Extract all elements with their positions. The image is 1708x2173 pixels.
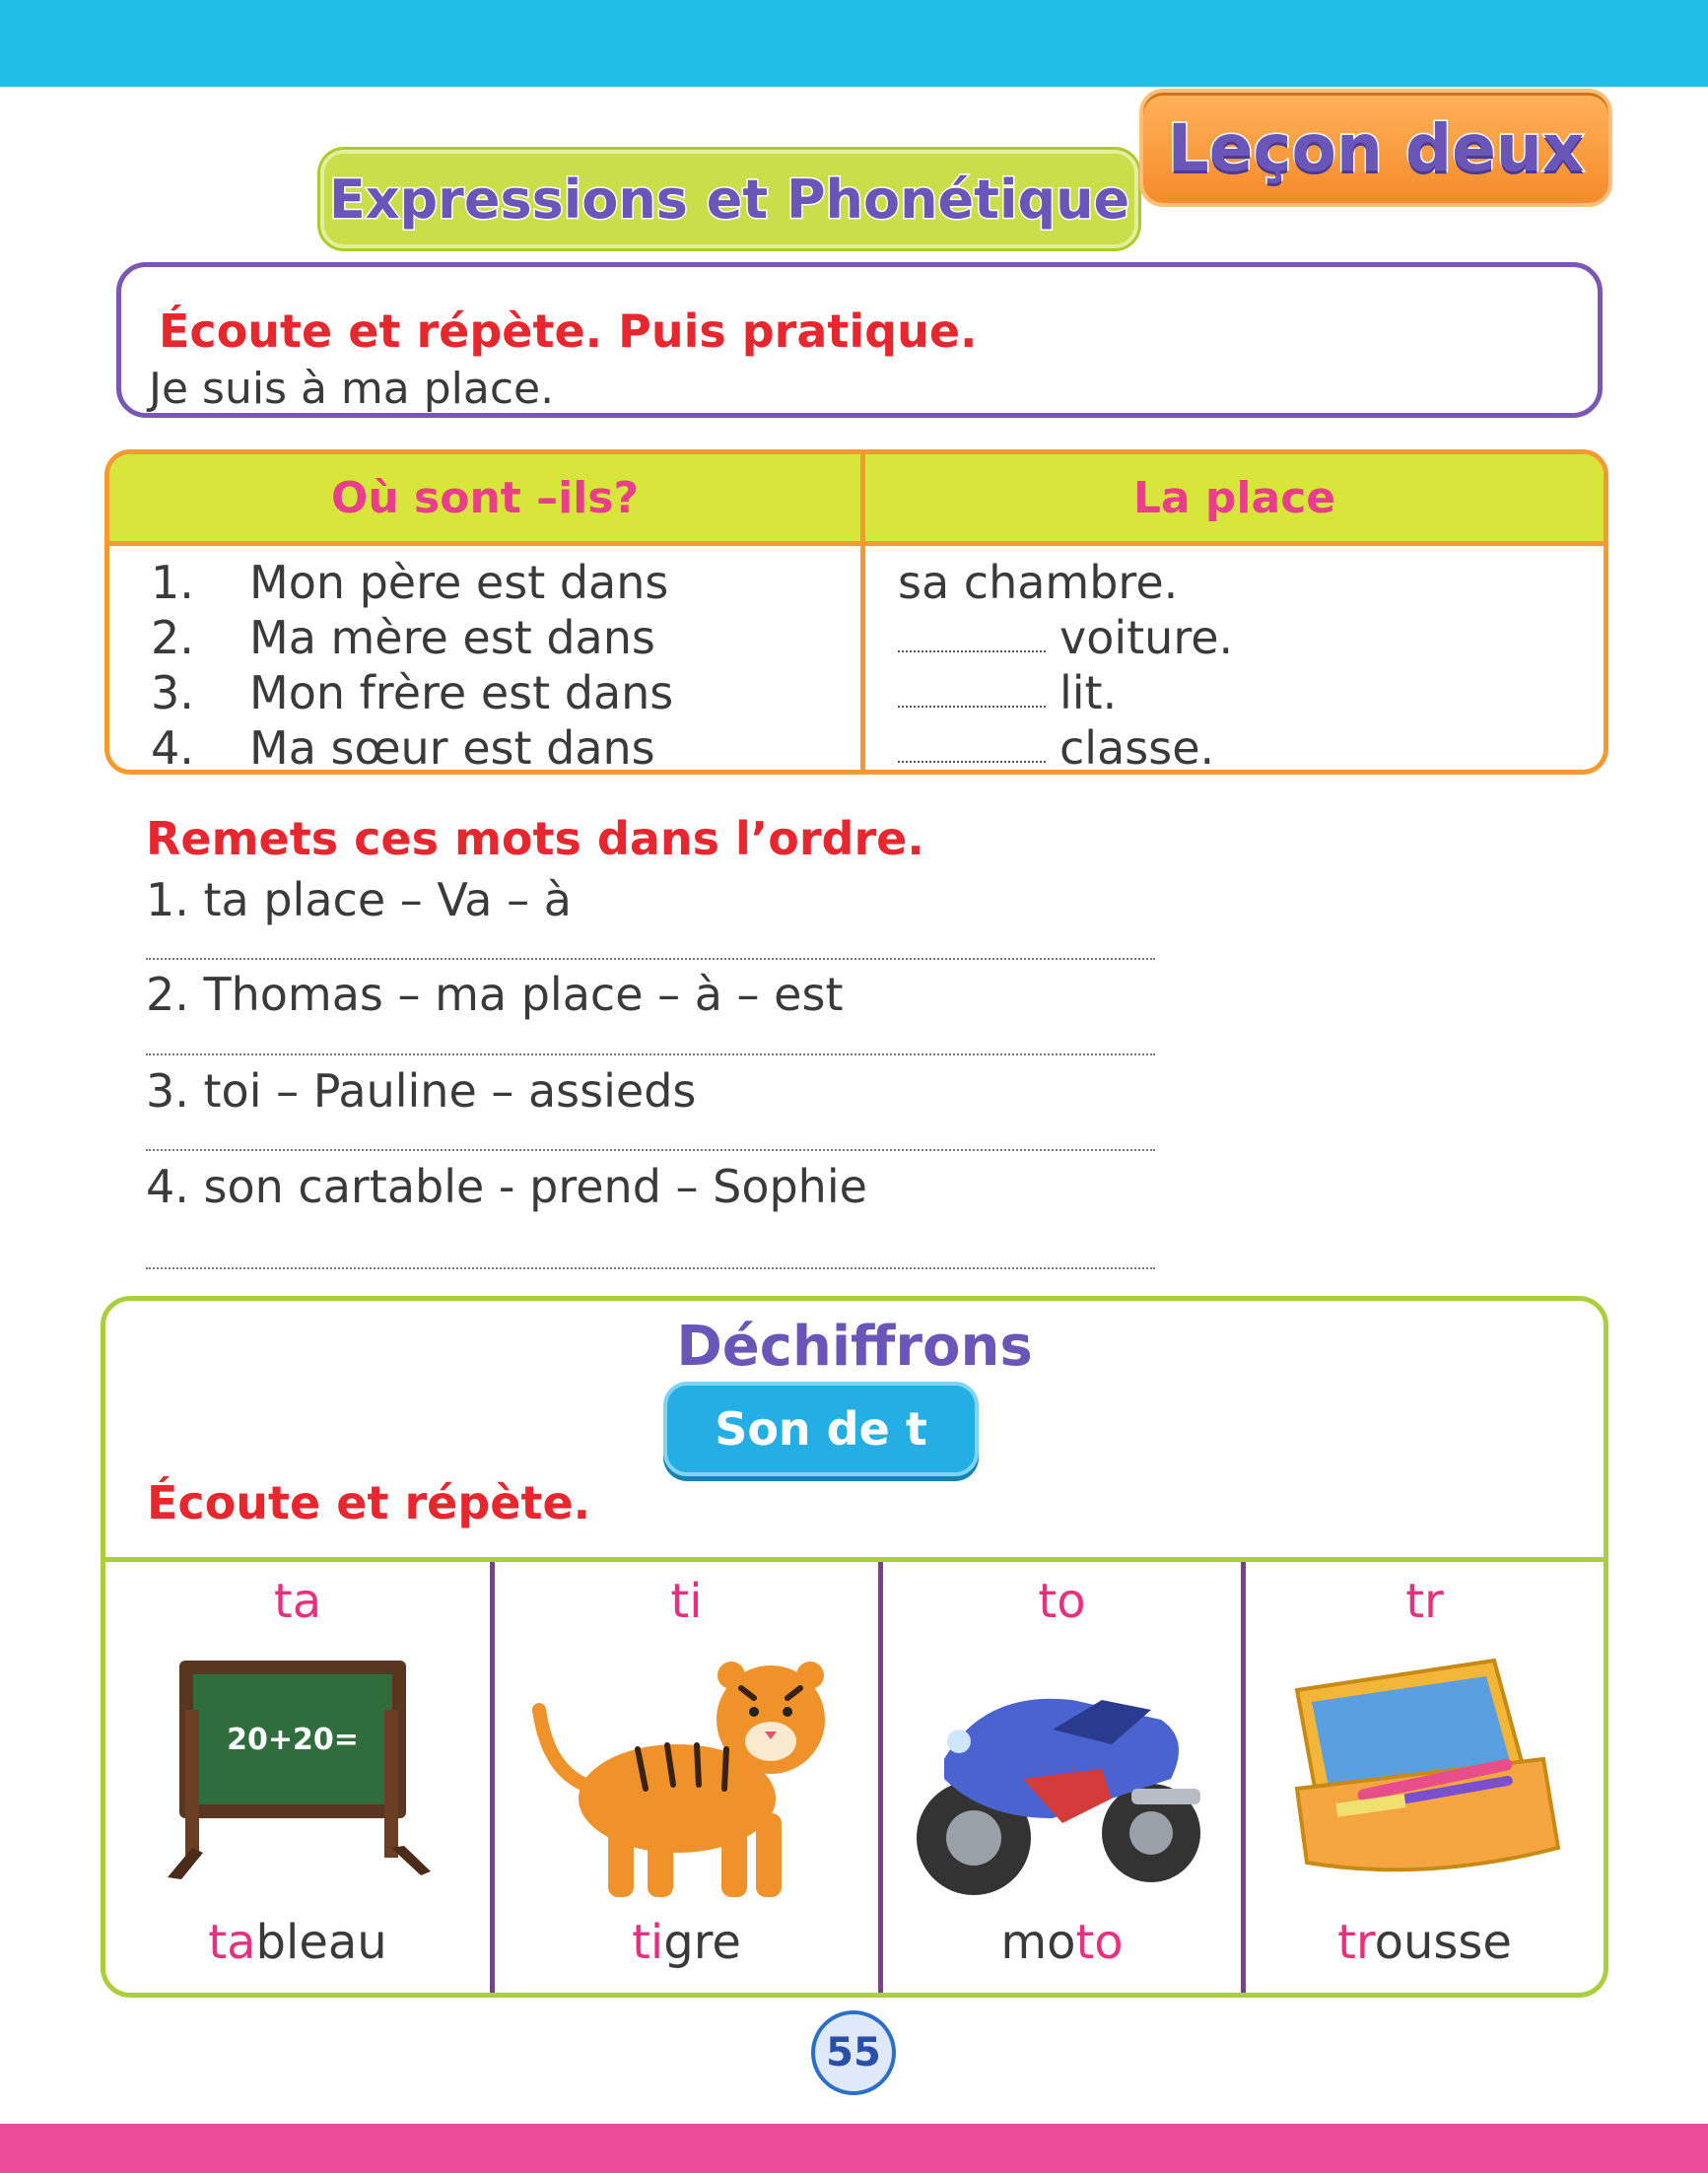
lesson-badge (1143, 93, 1608, 203)
dechiffrons-instruction: Écoute et répète. (147, 1476, 591, 1529)
remets-title: Remets ces mots dans l’ordre. (146, 812, 924, 865)
place-table (104, 449, 1608, 775)
ecoute-sentence: Je suis à ma place. (149, 364, 555, 414)
dechiffrons-box (101, 1296, 1608, 1998)
header-cell-place: La place (1132, 472, 1336, 523)
lesson-title: Leçon deux (1167, 109, 1585, 186)
row-subject: Ma sœur est dans (249, 721, 655, 775)
ecoute-box (116, 262, 1603, 418)
row-place: sa chambre. (898, 556, 1179, 609)
table-row (151, 720, 673, 775)
left-column (151, 555, 673, 775)
table-row (151, 555, 673, 610)
answer-line[interactable] (146, 1267, 1155, 1269)
row-number: 2. (151, 611, 194, 664)
dechiffrons-title: Déchiffrons (676, 1315, 1033, 1379)
sound-word (883, 1915, 1241, 1970)
syllable: to (1038, 1574, 1086, 1629)
word-rest: bleau (255, 1915, 387, 1970)
table-row (898, 610, 1233, 665)
answer-blank[interactable] (898, 686, 1046, 708)
sound-word (1246, 1915, 1604, 1970)
word-prefix: mo (1000, 1915, 1076, 1970)
pencil-case-icon (1277, 1651, 1573, 1897)
table-row (898, 720, 1233, 775)
table-row (151, 665, 673, 720)
row-number: 1. (151, 556, 194, 609)
header-cell-where: Où sont –ils? (330, 472, 640, 523)
sound-cell-tr (1246, 1562, 1604, 1998)
bottom-color-bar (0, 2124, 1708, 2173)
word-highlight: tr (1337, 1915, 1375, 1970)
word-highlight: ta (208, 1915, 256, 1970)
motorbike-icon (905, 1651, 1220, 1907)
top-color-bar (0, 0, 1708, 87)
word-highlight: to (1075, 1915, 1124, 1970)
sound-cell-ta (105, 1562, 490, 1998)
table-row (151, 610, 673, 665)
syllable: tr (1405, 1574, 1444, 1629)
syllable: ta (273, 1574, 322, 1629)
order-item: 3. toi – Pauline – assieds (146, 1064, 697, 1118)
sound-cell-to (883, 1562, 1241, 1998)
word-rest: gre (663, 1915, 741, 1970)
order-item: 1. ta place – Va – à (146, 873, 572, 926)
table-row (898, 555, 1233, 610)
row-subject: Mon père est dans (249, 556, 669, 609)
order-item: 4. son cartable - prend – Sophie (146, 1160, 867, 1213)
answer-line[interactable] (146, 958, 1155, 960)
ecoute-title: Écoute et répète. Puis pratique. (159, 305, 978, 358)
syllable: ti (670, 1574, 703, 1629)
sound-cell-ti (495, 1562, 878, 1998)
answer-line[interactable] (146, 1053, 1155, 1055)
column-divider (860, 454, 865, 775)
row-place: classe. (1059, 721, 1215, 775)
page-number: 55 (811, 2010, 896, 2095)
section-badge (320, 150, 1138, 248)
word-rest: ousse (1374, 1915, 1512, 1970)
table-row (898, 665, 1233, 720)
row-place: voiture. (1059, 611, 1234, 664)
sound-badge: Son de t (663, 1382, 979, 1476)
right-column (898, 555, 1233, 775)
tiger-icon (529, 1651, 845, 1907)
blackboard-icon (160, 1651, 436, 1887)
row-subject: Mon frère est dans (249, 666, 674, 719)
board-text: 20+20= (227, 1723, 359, 1757)
answer-line[interactable] (146, 1149, 1155, 1151)
sound-word (495, 1915, 878, 1970)
order-item: 2. Thomas – ma place – à – est (146, 968, 844, 1021)
sound-word (105, 1915, 490, 1970)
row-subject: Ma mère est dans (249, 611, 655, 664)
word-highlight: ti (632, 1915, 664, 1970)
row-number: 4. (151, 721, 194, 775)
row-place: lit. (1059, 666, 1118, 719)
row-number: 3. (151, 666, 194, 719)
answer-blank[interactable] (898, 631, 1046, 652)
section-title: Expressions et Phonétique (328, 168, 1130, 231)
answer-blank[interactable] (898, 741, 1046, 763)
